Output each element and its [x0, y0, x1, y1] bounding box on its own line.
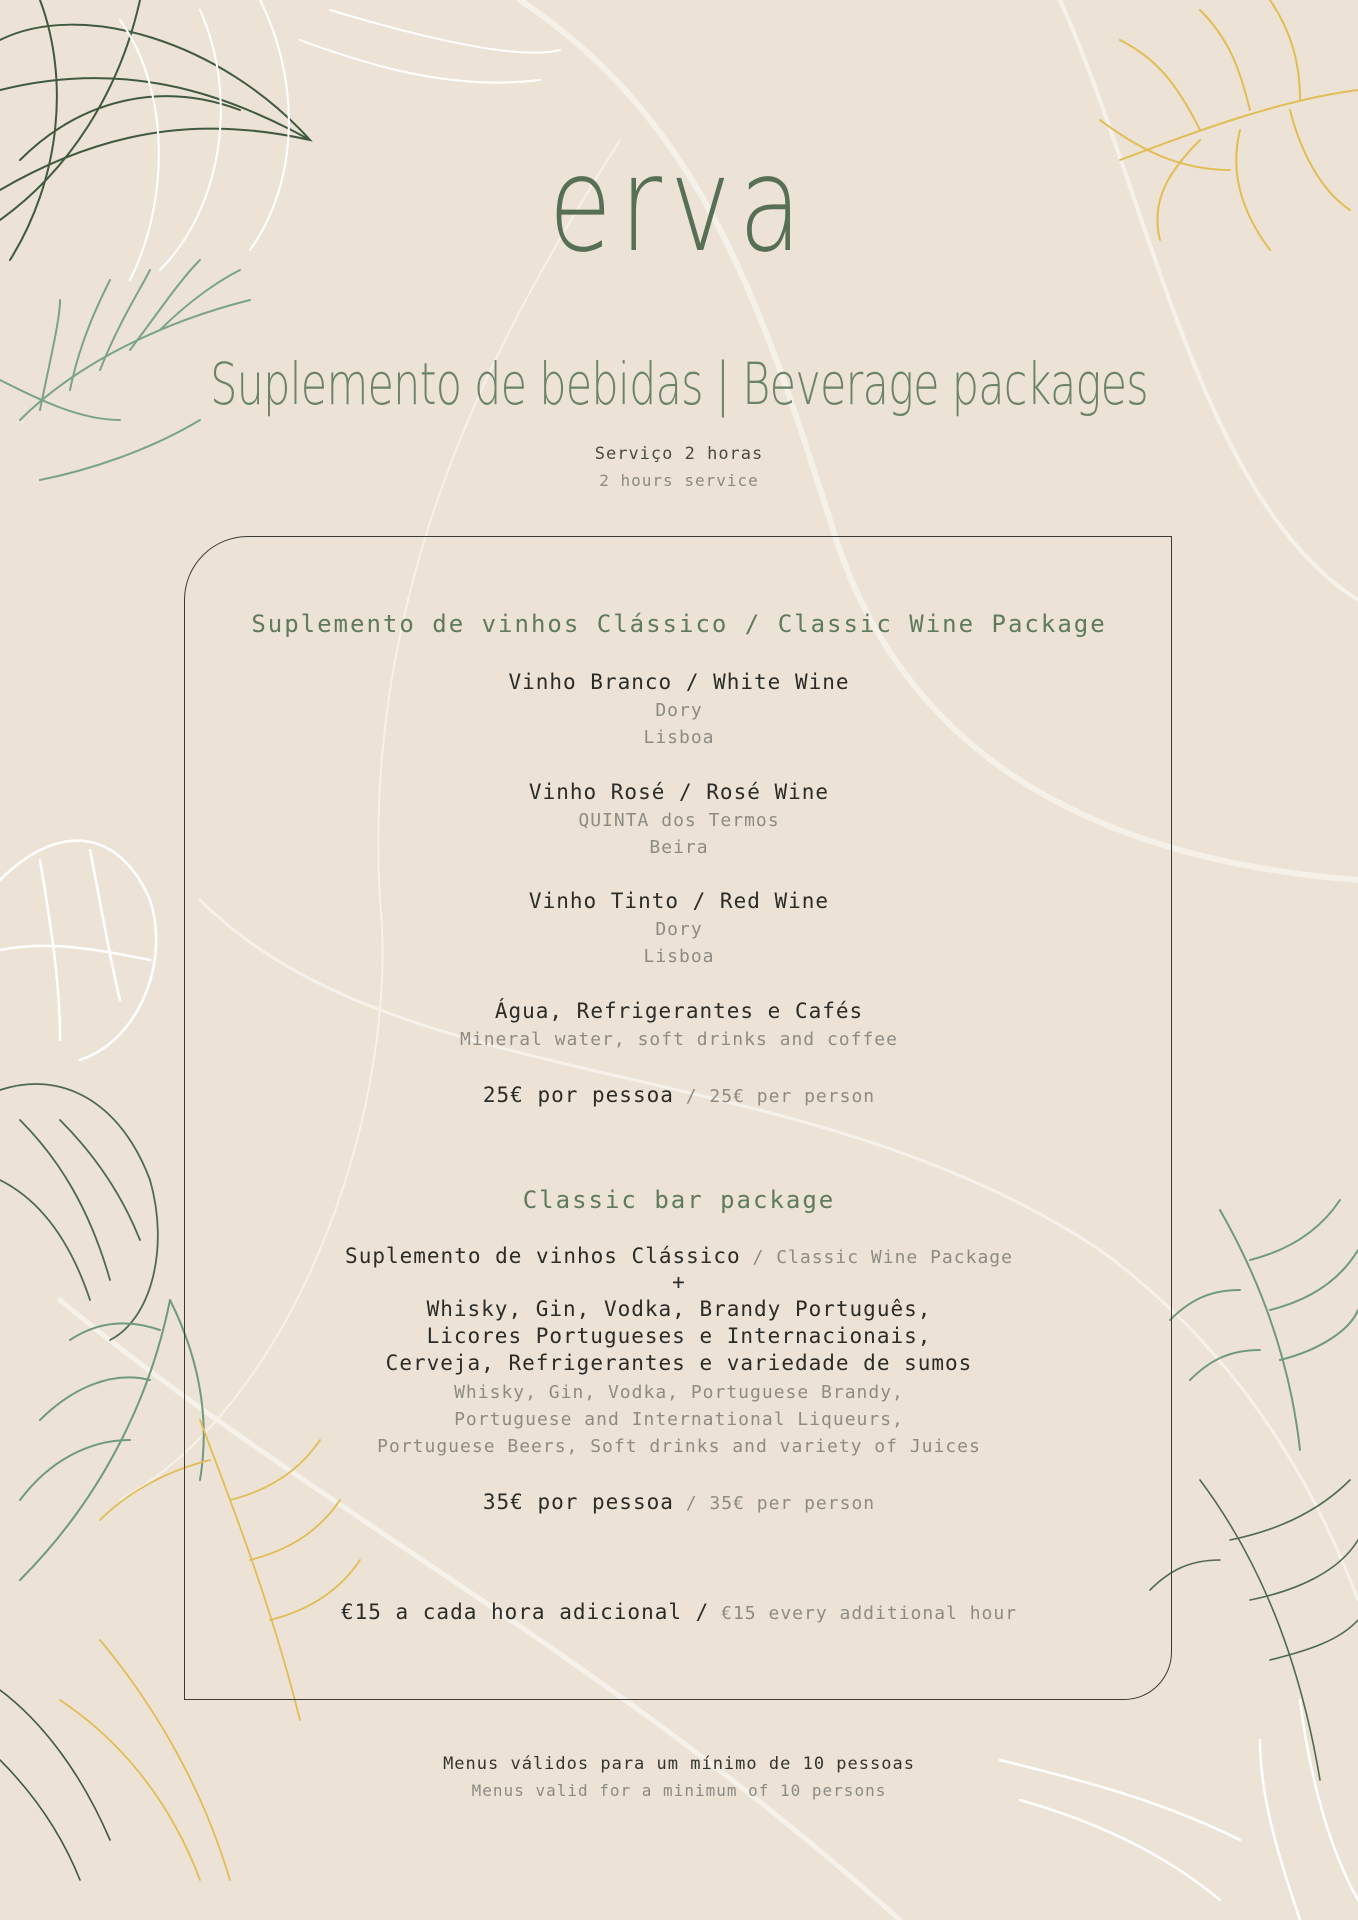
- classic-wine-title: Suplemento de vinhos Clássico / Classic Wine Package: [251, 610, 1107, 638]
- classic-wine-price-pt: 25€ por pessoa: [482, 1083, 674, 1107]
- rose-wine-name: QUINTA dos Termos: [578, 810, 780, 831]
- red-wine-name: Dory: [655, 919, 703, 940]
- service-duration-en: 2 hours service: [599, 471, 759, 490]
- bar-line-pt: Whisky, Gin, Vodka, Brandy Português,: [426, 1297, 932, 1321]
- bar-line-pt: Licores Portugueses e Internacionais,: [426, 1324, 932, 1348]
- bar-line-en: Portuguese and International Liqueurs,: [454, 1409, 904, 1430]
- extras-en: Mineral water, soft drinks and coffee: [460, 1029, 898, 1050]
- footer-minimum-pt: Menus válidos para um mínimo de 10 pessoas: [443, 1754, 915, 1774]
- additional-hour-pt: €15 a cada hora adicional /: [340, 1600, 710, 1624]
- bar-includes-en: / Classic Wine Package: [740, 1247, 1013, 1268]
- extras-pt: Água, Refrigerantes e Cafés: [494, 999, 864, 1023]
- classic-bar-title: Classic bar package: [522, 1186, 836, 1214]
- rose-wine-region: Beira: [649, 837, 709, 858]
- service-duration-pt: Serviço 2 horas: [594, 444, 764, 464]
- footer-minimum-en: Menus valid for a minimum of 10 persons: [471, 1781, 887, 1800]
- bar-line-en: Whisky, Gin, Vodka, Portuguese Brandy,: [454, 1382, 904, 1403]
- red-wine-label: Vinho Tinto / Red Wine: [528, 889, 830, 913]
- classic-bar-price: [0, 1490, 1358, 1514]
- page-title: Suplemento de bebidas | Beverage packages: [210, 350, 1148, 418]
- rose-wine-label: Vinho Rosé / Rosé Wine: [528, 780, 830, 804]
- white-wine-name: Dory: [655, 700, 703, 721]
- bar-includes: [0, 1244, 1358, 1268]
- bar-includes-pt: Suplemento de vinhos Clássico: [345, 1244, 741, 1268]
- classic-bar-price-pt: 35€ por pessoa: [482, 1490, 674, 1514]
- bar-line-en: Portuguese Beers, Soft drinks and variety of Juices: [377, 1436, 981, 1457]
- classic-wine-price-en: / 25€ per person: [673, 1086, 876, 1107]
- classic-bar-price-en: / 35€ per person: [673, 1493, 876, 1514]
- classic-wine-price: [0, 1083, 1358, 1107]
- brand-logo: erva: [548, 128, 810, 282]
- white-wine-region: Lisboa: [643, 727, 715, 748]
- bar-line-pt: Cerveja, Refrigerantes e variedade de sumos: [385, 1351, 973, 1375]
- additional-hour: [0, 1600, 1358, 1624]
- white-wine-label: Vinho Branco / White Wine: [508, 670, 850, 694]
- red-wine-region: Lisboa: [643, 946, 715, 967]
- additional-hour-en: €15 every additional hour: [709, 1603, 1018, 1624]
- bar-plus: +: [672, 1270, 686, 1294]
